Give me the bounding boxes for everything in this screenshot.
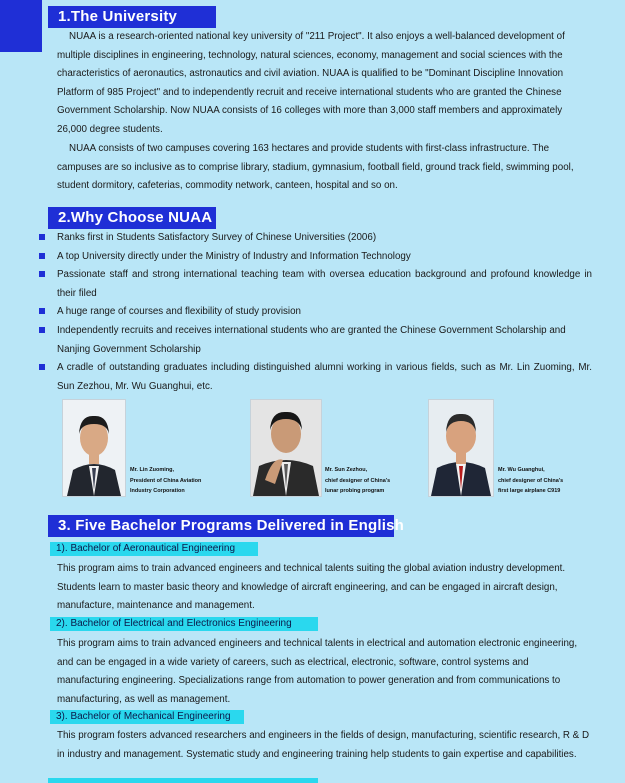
person-silhouette-icon xyxy=(251,400,321,496)
photo-lin-zuoming xyxy=(62,399,126,497)
person-silhouette-icon xyxy=(63,400,125,496)
corner-decoration xyxy=(0,0,42,52)
photo-sun-zezhou xyxy=(250,399,322,497)
list-item: A huge range of courses and flexibility of study provision xyxy=(36,303,592,322)
section-1-heading: 1.The University xyxy=(48,6,216,28)
bullet-square-icon xyxy=(39,327,45,333)
program-2-heading: 2). Bachelor of Electrical and Electronics Engineering xyxy=(50,617,318,631)
caption-wu-guanghui: Mr. Wu Guanghui, chief designer of China's first large airplane C919 xyxy=(498,467,564,494)
program-2-description: This program aims to train advanced engineers and technical talents in electrical and automation electronic engineering, and can be engaged in a wide variety of careers, such as electrical, electronic, software, control systems and manufacturing engineering. Specializations range from automation to power generation and from communications to manufacturing, as well as management. xyxy=(57,638,578,705)
program-3-description: This program fosters advanced researchers and engineers in the fields of design, manufacturing, scientific research, R & D in industry and management. Systematic study and engineering training help students to gain expertise and capabilities. xyxy=(57,730,590,760)
caption-sun-zezhou: Mr. Sun Zezhou, chief designer of China's lunar probing program xyxy=(325,467,391,494)
bullet-square-icon xyxy=(39,271,45,277)
section-2-heading: 2.Why Choose NUAA xyxy=(48,207,216,229)
campus-paragraph: NUAA consists of two campuses covering 163 hectares and provide students with first-class infrastructure. The campuses are so inclusive as to comprise library, stadium, gymnasium, football field, ground track field, swimming pool, student dormitory, cafeterias, commodity network, canteen, hospital and so on. xyxy=(57,143,574,192)
program-1-heading: 1). Bachelor of Aeronautical Engineering xyxy=(50,542,258,556)
section-3-heading: 3. Five Bachelor Programs Delivered in English xyxy=(48,515,394,537)
bullet-square-icon xyxy=(39,364,45,370)
reasons-list xyxy=(36,229,592,396)
next-program-strip xyxy=(48,778,318,783)
bullet-square-icon xyxy=(39,308,45,314)
list-item: A cradle of outstanding graduates including distinguished alumni working in various fields, such as Mr. Lin Zuoming, Mr. Sun Zezhou, Mr. Wu Guanghui, etc. xyxy=(36,359,592,396)
list-item: A top University directly under the Ministry of Industry and Information Technology xyxy=(36,248,592,267)
caption-lin-zuoming: Mr. Lin Zuoming, President of China Aviation Industry Corporation xyxy=(130,467,202,494)
bullet-square-icon xyxy=(39,253,45,259)
person-silhouette-icon xyxy=(429,400,493,496)
list-item: Passionate staff and strong international teaching team with oversea education background and profound knowledge in their filed xyxy=(36,266,592,303)
photo-wu-guanghui xyxy=(428,399,494,497)
program-3-heading: 3). Bachelor of Mechanical Engineering xyxy=(50,710,244,724)
list-item: Independently recruits and receives international students who are granted the Chinese Government Scholarship and Nanjing Government Scholarship xyxy=(36,322,592,359)
university-intro-paragraph: NUAA is a research-oriented national key university of "211 Project". It also enjoys a well-balanced development of multiple disciplines in engineering, technology, natural sciences, economy, management and social sciences with the characteristics of aeronautics, astronautics and civil aviation. NUAA is qualified to be "Dominant Discipline Innovation Platform of 985 Project" and to independently recruit and receive international students who are granted the Chinese Government Scholarship. Now NUAA consists of 16 colleges with more than 3,000 staff members and approximately 26,000 degree students. xyxy=(57,31,565,135)
bullet-square-icon xyxy=(39,234,45,240)
list-item: Ranks first in Students Satisfactory Survey of Chinese Universities (2006) xyxy=(36,229,592,248)
program-1-description: This program aims to train advanced engineers and technical talents suiting the global aviation industry development. Students learn to master basic theory and knowledge of aircraft engineering, and can be engaged in aircraft design, manufacture, maintenance and management. xyxy=(57,563,566,612)
